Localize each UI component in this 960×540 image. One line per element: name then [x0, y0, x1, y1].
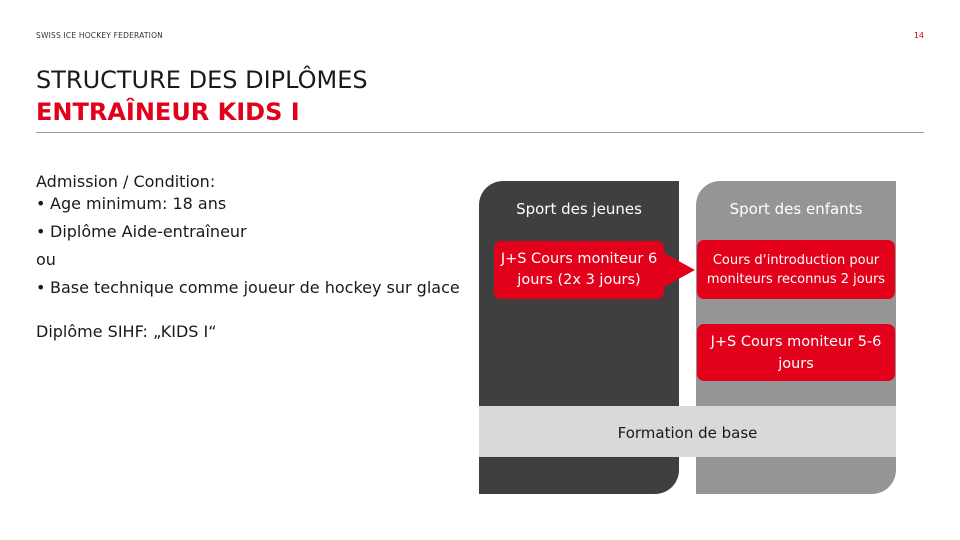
bullet-icon: • — [36, 194, 46, 213]
js-course-text: J+S Cours moniteur 6 jours (2x 3 jours) — [500, 251, 658, 288]
bullet-icon: • — [36, 278, 46, 297]
list-item — [36, 193, 466, 215]
intro-course-text: Cours d‘introduction pour moniteurs reconnus 2 jours — [706, 252, 886, 287]
diploma-text: Diplôme SIHF: „KIDS I“ — [36, 322, 217, 341]
or-text: ou — [36, 250, 56, 269]
js-course-kids-text: J+S Cours moniteur 5-6 jours — [710, 333, 882, 372]
title-divider — [36, 132, 924, 133]
kids-sport-heading: Sport des enfants — [729, 200, 863, 218]
bullet-icon: • — [36, 222, 46, 241]
admission-conditions — [36, 171, 466, 343]
arrow-right-icon — [664, 253, 695, 287]
js-course-box — [494, 241, 664, 299]
admission-label: Admission / Condition: — [36, 172, 216, 191]
list-item — [36, 277, 466, 299]
bullet-text: Age minimum: 18 ans — [50, 194, 227, 213]
bullet-text: Diplôme Aide-entraîneur — [50, 222, 247, 241]
youth-sport-heading: Sport des jeunes — [516, 200, 642, 218]
page-number: 14 — [913, 31, 924, 40]
js-course-kids-box — [697, 324, 895, 381]
organization-name: SWISS ICE HOCKEY FEDERATION — [36, 31, 163, 40]
page-subtitle: ENTRAÎNEUR KIDS I — [36, 98, 300, 126]
list-item — [36, 221, 466, 243]
bullet-text: Base technique comme joueur de hockey sur glace — [50, 278, 460, 297]
intro-course-box — [697, 240, 895, 299]
page-title: STRUCTURE DES DIPLÔMES — [36, 66, 368, 94]
base-training-label: Formation de base — [617, 424, 758, 442]
